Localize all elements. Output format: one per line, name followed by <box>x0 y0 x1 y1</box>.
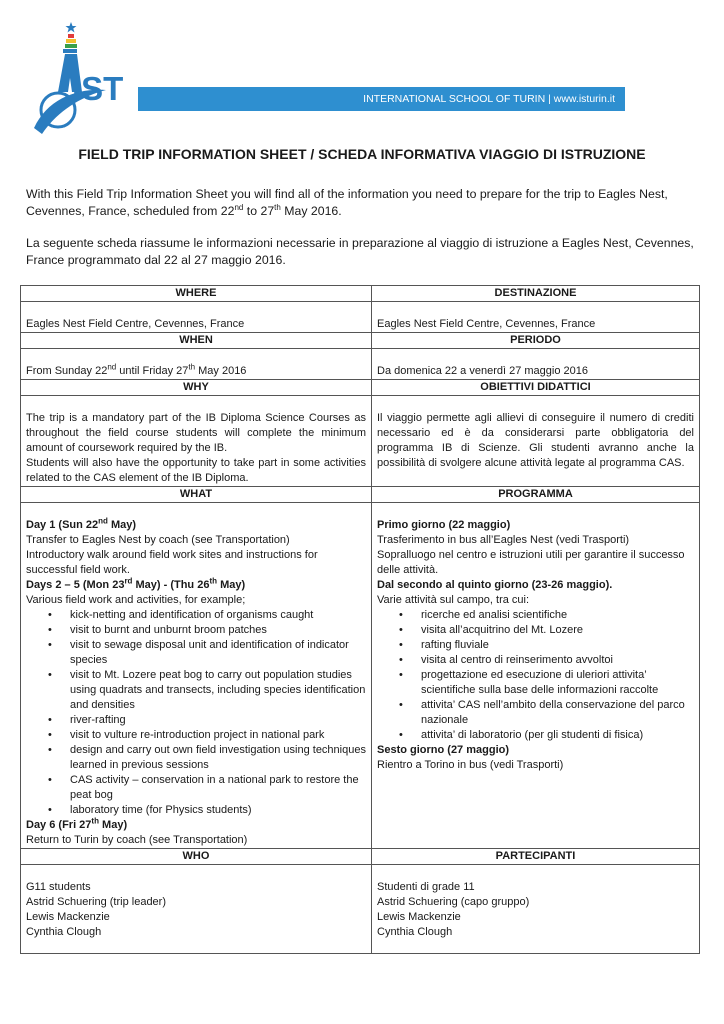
table-row <box>21 333 700 349</box>
periodo-cell: Da domenica 22 a venerdì 27 maggio 2016 <box>372 349 700 380</box>
periodo-header: PERIODO <box>372 333 700 349</box>
intro-english: With this Field Trip Information Sheet you will find all of the information you need to prepare for the trip to Eagles Nest, Cevennes, France, scheduled from 22nd to 27th May 2016. <box>26 187 668 218</box>
list-item: • design and carry out own field investigation using techniques learned in previous sessions <box>26 743 366 773</box>
list-item: • ricerche ed analisi scientifiche <box>377 608 694 623</box>
who-header: WHO <box>21 849 372 865</box>
table-row <box>21 849 700 865</box>
when-cell: From Sunday 22nd until Friday 27th May 2016 <box>21 349 372 380</box>
why-header: WHY <box>21 380 372 396</box>
list-item: • attivita’ CAS nell’ambito della conservazione del parco nazionale <box>377 698 694 728</box>
list-item: • CAS activity – conservation in a national park to restore the peat bog <box>26 773 366 803</box>
list-item: • visita all’acquitrino del Mt. Lozere <box>377 623 694 638</box>
list-item: • kick-netting and identification of organisms caught <box>26 608 366 623</box>
intro-italian: La seguente scheda riassume le informazioni necessarie in preparazione al viaggio di istruzione a Eagles Nest, Cevennes, France programmato dal 22 al 27 maggio 2016. <box>26 236 694 267</box>
table-row <box>21 487 700 503</box>
header-banner: INTERNATIONAL SCHOOL OF TURIN | www.isturin.it <box>138 87 625 111</box>
destinazione-header: DESTINAZIONE <box>372 286 700 302</box>
what-header: WHAT <box>21 487 372 503</box>
programma-cell: Primo giorno (22 maggio) Trasferimento in bus all’Eagles Nest (vedi Trasporti) Sopralluogo nel centro e istruzioni utili per garantire il successo delle attività. Dal secondo al quinto giorno (23-26 maggio). Varie attività sul campo, tra cui: • ricerche ed analisi scientifiche • visita all’acquitrino del Mt. Lozere • rafting fluviale • visita al centro di reinserimento avvoltoi • progettazione ed esecuzione di uleriori attivita’ scientifiche sulla base delle informazioni raccolte • attivita’ CAS nell’ambito della conservazione del parco nazionale • attivita’ di laboratorio (per gli studenti di fisica) Sesto giorno (27 maggio) Rientro a Torino in bus (vedi Trasporti) <box>372 503 700 849</box>
list-item: • rafting fluviale <box>377 638 694 653</box>
where-header: WHERE <box>21 286 372 302</box>
info-table <box>20 285 700 954</box>
programma-header: PROGRAMMA <box>372 487 700 503</box>
destinazione-cell: Eagles Nest Field Centre, Cevennes, France <box>372 302 700 333</box>
table-row <box>21 302 700 333</box>
why-cell: The trip is a mandatory part of the IB Diploma Science Courses as throughout the field course students will complete the minimum amount of coursework required by the IB. Students will also have the opportunity to take part in some activities related to the CAS element of the IB Diploma. <box>21 396 372 487</box>
list-item: • attivita’ di laboratorio (per gli studenti di fisica) <box>377 728 694 743</box>
days-2-5-label: Days 2 – 5 (Mon 23rd May) - (Thu 26th May) <box>26 576 246 591</box>
list-item: • progettazione ed esecuzione di uleriori attivita’ scientifiche sulla base delle informazioni raccolte <box>377 668 694 698</box>
it-activity-list <box>377 608 694 743</box>
document-title: FIELD TRIP INFORMATION SHEET / SCHEDA INFORMATIVA VIAGGIO DI ISTRUZIONE <box>78 146 646 162</box>
list-item: • visita al centro di reinserimento avvoltoi <box>377 653 694 668</box>
partecipanti-cell: Studenti di grade 11 Astrid Schuering (capo gruppo) Lewis Mackenzie Cynthia Clough <box>372 865 700 954</box>
what-cell: Day 1 (Sun 22nd May) Transfer to Eagles Nest by coach (see Transportation) Introductory walk around field work sites and instructions for successful field work. Days 2 – 5 (Mon 23rd May) - (Thu 26th May) Various field work and activities, for example; • kick-netting and identification of organisms caught • visit to burnt and unburnt broom patches • visit to sewage disposal unit and identification of indicator species • visit to Mt. Lozere peat bog to carry out population studies using quadrats and transects, including species identification and densities • river-rafting • visit to vulture re-introduction project in national park • design and carry out own field investigation using techniques learned in previous sessions • CAS activity – conservation in a national park to restore the peat bog • laboratory time (for Physics students) Day 6 (Fri 27th May) Return to Turin by coach (see Transportation) <box>21 503 372 849</box>
table-row <box>21 865 700 954</box>
when-header: WHEN <box>21 333 372 349</box>
table-row <box>21 396 700 487</box>
en-activity-list <box>26 608 366 818</box>
day1-label: Day 1 (Sun 22nd May) <box>26 516 137 531</box>
list-item: • laboratory time (for Physics students) <box>26 803 366 818</box>
list-item: • river-rafting <box>26 713 366 728</box>
where-cell: Eagles Nest Field Centre, Cevennes, France <box>21 302 372 333</box>
list-item: • visit to burnt and unburnt broom patches <box>26 623 366 638</box>
obiettivi-header: OBIETTIVI DIDATTICI <box>372 380 700 396</box>
table-row <box>21 349 700 380</box>
logo-text: IST <box>72 70 124 107</box>
day6-label: Day 6 (Fri 27th May) <box>26 816 128 831</box>
table-row <box>21 286 700 302</box>
table-row <box>21 503 700 849</box>
list-item: • visit to Mt. Lozere peat bog to carry out population studies using quadrats and transects, including species identification and densities <box>26 668 366 713</box>
partecipanti-header: PARTECIPANTI <box>372 849 700 865</box>
table-row <box>21 380 700 396</box>
list-item: • visit to vulture re-introduction project in national park <box>26 728 366 743</box>
list-item: • visit to sewage disposal unit and identification of indicator species <box>26 638 366 668</box>
who-cell: G11 students Astrid Schuering (trip leader) Lewis Mackenzie Cynthia Clough <box>21 865 372 954</box>
obiettivi-cell: Il viaggio permette agli allievi di conseguire il numero di crediti necessario ed è da considerarsi parte obbligatoria del programma IB di Scienze. Gli studenti avranno anche la possibilità di svolgere alcune attività legate al programma CAS. <box>372 396 700 487</box>
